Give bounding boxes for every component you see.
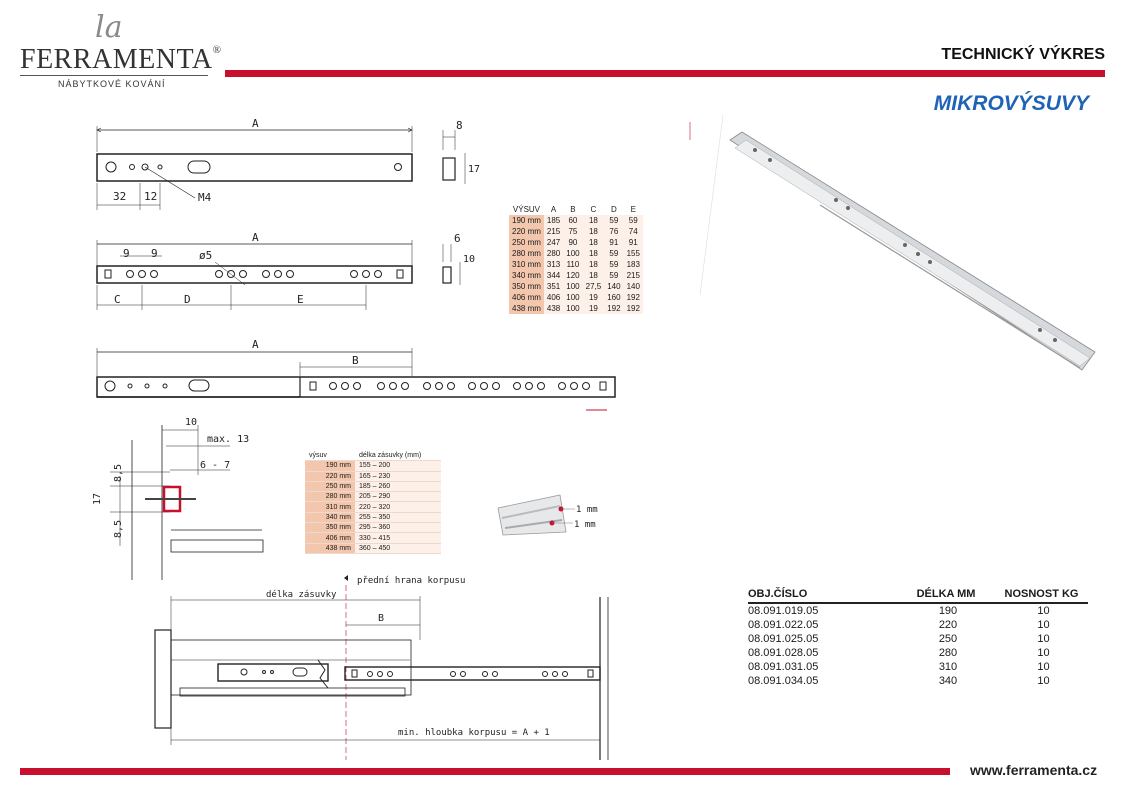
dim-9a: 9 — [123, 247, 130, 260]
table-cell: 10 — [1037, 633, 1050, 645]
row-label: 310 mm — [509, 259, 544, 270]
product-spec-table — [748, 588, 1088, 688]
table-cell: 192 — [624, 292, 643, 303]
dim-9b: 9 — [151, 247, 158, 260]
row-label: 220 mm — [509, 226, 544, 237]
logo-name: FERRAMENTA — [20, 44, 213, 75]
table-row — [509, 259, 643, 270]
table-row — [748, 646, 1088, 660]
table-cell: 255 – 350 — [355, 512, 441, 522]
table-cell: 192 — [624, 303, 643, 314]
dim-a-1: A — [252, 117, 259, 130]
header-cell: výsuv — [305, 451, 355, 461]
table-cell: 351 — [544, 281, 563, 292]
logo-prefix: la — [95, 10, 123, 45]
row-label: 406 mm — [305, 533, 355, 543]
label-front-edge: přední hrana korpusu — [357, 576, 466, 586]
dim-8: 8 — [456, 119, 463, 132]
table-cell: 91 — [624, 237, 643, 248]
table-cell: 18 — [583, 215, 605, 226]
table-cell: 60 — [563, 215, 582, 226]
dimensions-table-header — [509, 204, 643, 215]
table-cell: 100 — [563, 281, 582, 292]
table-cell: 160 — [604, 292, 623, 303]
label-min-depth: min. hloubka korpusu = A + 1 — [398, 728, 550, 738]
product-title: MIKROVÝSUVY — [933, 92, 1089, 115]
row-label: 350 mm — [509, 281, 544, 292]
table-row — [305, 481, 441, 491]
table-cell: 10 — [1037, 619, 1050, 631]
row-label: 310 mm — [305, 502, 355, 512]
page-title: TECHNICKÝ VÝKRES — [941, 46, 1105, 63]
drawer-length-table-header — [305, 451, 441, 461]
table-cell: 330 – 415 — [355, 533, 441, 543]
table-row — [305, 492, 441, 502]
logo-registered-mark: ® — [212, 44, 222, 56]
table-cell: 140 — [624, 281, 643, 292]
table-cell: 08.091.025.05 — [748, 633, 819, 645]
table-cell: 76 — [604, 226, 623, 237]
table-cell: 155 — [624, 248, 643, 259]
header-cell: E — [630, 205, 636, 214]
table-cell: 185 — [544, 215, 563, 226]
table-cell: 192 — [604, 303, 623, 314]
dim-8-5-bottom: 8,5 — [113, 519, 124, 538]
label-drawer-length: délka zásuvky — [266, 590, 337, 600]
dim-a-3: A — [252, 338, 259, 351]
table-cell: 406 — [544, 292, 563, 303]
header-cell: DÉLKA MM — [897, 588, 999, 603]
table-row — [748, 618, 1088, 632]
header-cell: D — [610, 205, 617, 214]
product-photo — [690, 115, 1095, 370]
row-label: 350 mm — [305, 523, 355, 533]
row-label: 340 mm — [305, 512, 355, 522]
table-cell: 215 — [624, 270, 643, 281]
table-cell: 360 – 450 — [355, 543, 441, 553]
table-row — [305, 533, 441, 543]
row-label: 250 mm — [509, 237, 544, 248]
header-cell: VÝSUV — [512, 205, 541, 214]
table-cell: 10 — [1037, 647, 1050, 659]
table-row — [509, 226, 643, 237]
table-cell: 100 — [563, 248, 582, 259]
table-cell: 10 — [1037, 661, 1050, 673]
row-label: 340 mm — [509, 270, 544, 281]
dim-17-section: 17 — [92, 492, 103, 505]
drawer-length-table — [305, 451, 441, 554]
table-row — [509, 281, 643, 292]
table-cell: 59 — [624, 215, 643, 226]
table-cell: 59 — [604, 270, 623, 281]
dim-10-section: 10 — [185, 417, 198, 428]
table-cell: 280 — [544, 248, 563, 259]
detail-label-2: 1 mm — [574, 520, 596, 530]
table-row — [748, 603, 1088, 618]
dim-a-2: A — [252, 231, 259, 244]
table-cell: 08.091.031.05 — [748, 661, 819, 673]
dim-m4: M4 — [198, 191, 212, 204]
header-cell: B — [570, 205, 576, 214]
row-label: 250 mm — [305, 481, 355, 491]
dim-e: E — [297, 293, 304, 306]
table-cell: 19 — [583, 292, 605, 303]
table-row — [305, 471, 441, 481]
table-cell: 220 — [938, 619, 958, 631]
table-cell: 155 – 200 — [355, 461, 441, 471]
table-cell: 19 — [583, 303, 605, 314]
row-label: 280 mm — [509, 248, 544, 259]
dim-6-7: 6 - 7 — [200, 460, 231, 471]
detail-photo — [498, 495, 575, 535]
table-cell: 183 — [624, 259, 643, 270]
header-cell: NOSNOST KG — [999, 588, 1088, 603]
table-cell: 08.091.034.05 — [748, 675, 819, 687]
table-cell: 75 — [563, 226, 582, 237]
table-cell: 280 — [938, 647, 958, 659]
dim-max13: max. 13 — [207, 434, 250, 445]
table-cell: 250 — [938, 633, 958, 645]
table-cell: 340 — [938, 675, 958, 687]
row-label: 190 mm — [509, 215, 544, 226]
table-cell: 59 — [604, 215, 623, 226]
table-cell: 310 — [938, 661, 958, 673]
table-cell: 91 — [604, 237, 623, 248]
dim-12: 12 — [144, 190, 158, 203]
table-cell: 18 — [583, 259, 605, 270]
dim-8-5-top: 8,5 — [113, 463, 124, 482]
table-cell: 18 — [583, 270, 605, 281]
table-cell: 313 — [544, 259, 563, 270]
dim-17: 17 — [468, 164, 481, 175]
row-label: 280 mm — [305, 492, 355, 502]
table-row — [305, 512, 441, 522]
dim-10: 10 — [463, 254, 476, 265]
table-cell: 140 — [604, 281, 623, 292]
header-cell: C — [590, 205, 597, 214]
header-cell: OBJ.ČÍSLO — [748, 588, 897, 603]
logo-tagline: NÁBYTKOVÉ KOVÁNÍ — [58, 79, 166, 89]
table-cell: 18 — [583, 237, 605, 248]
table-cell: 190 — [938, 605, 958, 617]
dim-b-5: B — [378, 613, 385, 624]
bottom-accent-bar — [20, 768, 950, 775]
header-cell: A — [550, 205, 557, 214]
table-cell: 08.091.028.05 — [748, 647, 819, 659]
website-link[interactable]: www.ferramenta.cz — [970, 762, 1098, 778]
table-cell: 08.091.019.05 — [748, 605, 819, 617]
row-label: 406 mm — [509, 292, 544, 303]
table-row — [509, 270, 643, 281]
dim-6: 6 — [454, 232, 461, 245]
dim-dia5: ø5 — [199, 249, 213, 262]
table-cell: 10 — [1037, 675, 1050, 687]
table-cell: 220 – 320 — [355, 502, 441, 512]
table-row — [305, 502, 441, 512]
dim-32: 32 — [113, 190, 127, 203]
dimensions-table — [509, 204, 643, 314]
row-label: 190 mm — [305, 461, 355, 471]
table-cell: 18 — [583, 248, 605, 259]
spec-table-header — [748, 588, 1088, 603]
table-cell: 08.091.022.05 — [748, 619, 819, 631]
table-row — [748, 632, 1088, 646]
table-row — [305, 461, 441, 471]
row-label: 438 mm — [509, 303, 544, 314]
dim-c: C — [114, 293, 121, 306]
dim-b-3: B — [352, 354, 359, 367]
table-cell: 100 — [563, 303, 582, 314]
table-cell: 27,5 — [583, 281, 605, 292]
table-cell: 100 — [563, 292, 582, 303]
table-cell: 185 – 260 — [355, 481, 441, 491]
table-cell: 10 — [1037, 605, 1050, 617]
table-cell: 110 — [563, 259, 582, 270]
table-cell: 295 – 360 — [355, 523, 441, 533]
header-cell: délka zásuvky (mm) — [355, 451, 441, 461]
table-row — [305, 523, 441, 533]
table-cell: 74 — [624, 226, 643, 237]
detail-label-1: 1 mm — [576, 505, 598, 515]
table-cell: 59 — [604, 259, 623, 270]
drawing-cross-section — [110, 425, 263, 580]
table-cell: 165 – 230 — [355, 471, 441, 481]
table-cell: 59 — [604, 248, 623, 259]
table-row — [509, 237, 643, 248]
table-cell: 120 — [563, 270, 582, 281]
table-row — [509, 303, 643, 314]
table-row — [509, 248, 643, 259]
table-row — [509, 292, 643, 303]
table-cell: 205 – 290 — [355, 492, 441, 502]
row-label: 220 mm — [305, 471, 355, 481]
table-row — [509, 215, 643, 226]
table-cell: 438 — [544, 303, 563, 314]
table-row — [748, 674, 1088, 688]
table-cell: 344 — [544, 270, 563, 281]
table-cell: 247 — [544, 237, 563, 248]
row-label: 438 mm — [305, 543, 355, 553]
table-cell: 90 — [563, 237, 582, 248]
table-row — [305, 543, 441, 553]
dim-d: D — [184, 293, 191, 306]
table-cell: 215 — [544, 226, 563, 237]
table-cell: 18 — [583, 226, 605, 237]
table-row — [748, 660, 1088, 674]
